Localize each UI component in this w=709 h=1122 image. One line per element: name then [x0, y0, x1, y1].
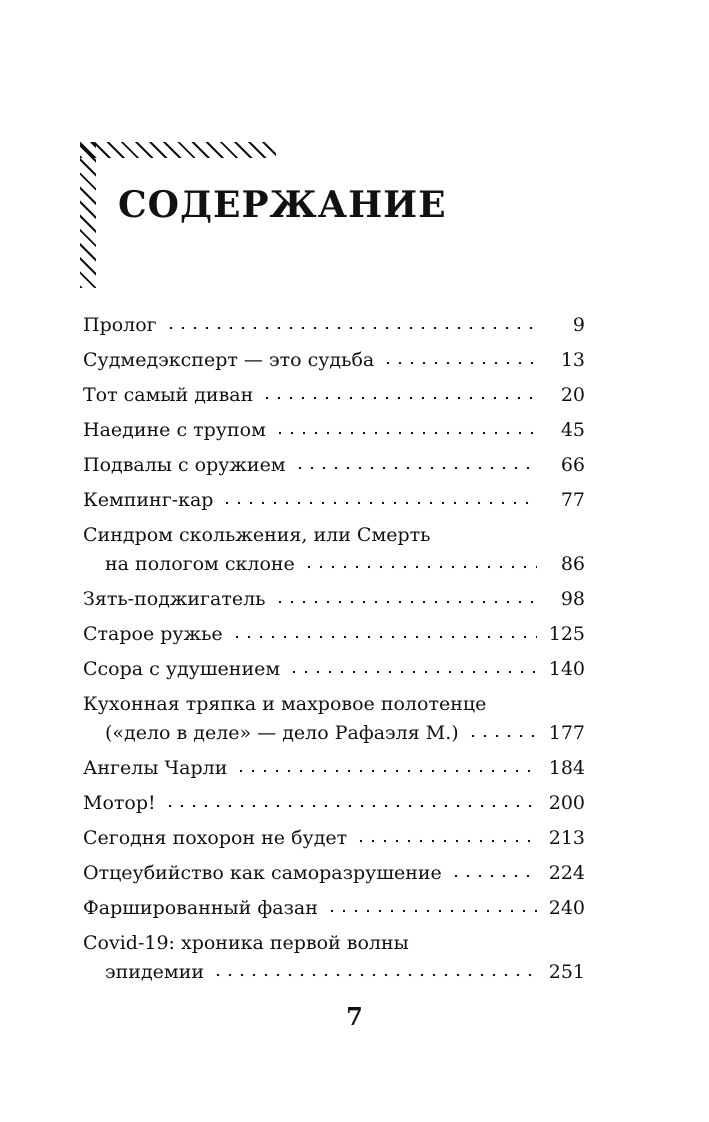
toc-line	[83, 894, 585, 923]
toc-line	[83, 859, 585, 888]
toc-entry	[83, 789, 585, 818]
toc-line	[83, 754, 585, 783]
toc-leader-dots	[382, 348, 537, 366]
toc-leader-dots	[326, 896, 537, 914]
page-number: 7	[346, 1002, 363, 1031]
toc-entry	[83, 655, 585, 684]
toc-line	[83, 550, 585, 579]
toc-leader-dots	[212, 960, 537, 978]
toc-title: на пологом склоне	[105, 553, 295, 575]
toc-leader-dots	[231, 622, 537, 640]
toc-entry	[83, 311, 585, 340]
page-title: СОДЕРЖАНИЕ	[118, 184, 447, 226]
toc-line	[83, 381, 585, 410]
toc-title: Судмедэксперт — это судьба	[83, 349, 375, 371]
table-of-contents	[83, 311, 585, 993]
toc-entry	[83, 346, 585, 375]
toc-entry	[83, 620, 585, 649]
toc-title: Covid-19: хроника первой волны	[83, 932, 409, 954]
toc-leader-dots	[221, 488, 537, 506]
toc-title: Фаршированный фазан	[83, 897, 318, 919]
toc-line	[83, 486, 585, 515]
toc-title: Мотор!	[83, 792, 156, 814]
toc-title: Кухонная тряпка и махровое полотенце	[83, 693, 487, 715]
toc-line	[83, 719, 585, 748]
toc-leader-dots	[274, 418, 537, 436]
toc-title: Сегодня похорон не будет	[83, 827, 348, 849]
toc-line	[83, 929, 585, 958]
toc-page-number: 86	[560, 553, 585, 575]
toc-line	[83, 789, 585, 818]
toc-entry	[83, 585, 585, 614]
toc-line	[83, 585, 585, 614]
decorative-hatch-left	[80, 142, 96, 288]
toc-line	[83, 690, 585, 719]
toc-page-number: 251	[548, 961, 585, 983]
toc-page-number: 177	[548, 722, 585, 744]
toc-page-number: 98	[560, 588, 585, 610]
toc-leader-dots	[294, 453, 537, 471]
toc-page-number: 240	[548, 897, 585, 919]
toc-title: Кемпинг-кар	[83, 489, 214, 511]
toc-title: Синдром скольжения, или Смерть	[83, 524, 431, 546]
toc-leader-dots	[288, 657, 537, 675]
toc-page-number: 77	[560, 489, 585, 511]
toc-page-number: 213	[548, 827, 585, 849]
toc-title: Ссора с удушением	[83, 658, 281, 680]
toc-title: Наедине с трупом	[83, 419, 266, 441]
toc-title: («дело в деле» — дело Рафаэля М.)	[105, 722, 459, 744]
toc-page-number: 224	[548, 862, 585, 884]
toc-page-number: 66	[560, 454, 585, 476]
toc-entry	[83, 859, 585, 888]
toc-title: Отцеубийство как саморазрушение	[83, 862, 442, 884]
toc-entry	[83, 416, 585, 445]
toc-entry	[83, 486, 585, 515]
toc-line	[83, 655, 585, 684]
toc-entry	[83, 451, 585, 480]
toc-leader-dots	[261, 383, 537, 401]
toc-title: Подвалы с оружием	[83, 454, 286, 476]
toc-entry	[83, 690, 585, 748]
toc-title: эпидемии	[105, 961, 205, 983]
toc-line	[83, 451, 585, 480]
toc-line	[83, 958, 585, 987]
toc-entry	[83, 894, 585, 923]
toc-entry	[83, 754, 585, 783]
toc-title: Ангелы Чарли	[83, 757, 228, 779]
toc-line	[83, 346, 585, 375]
toc-page-number: 200	[548, 792, 585, 814]
toc-title: Зять-поджигатель	[83, 588, 266, 610]
toc-page-number: 184	[548, 757, 585, 779]
toc-leader-dots	[165, 313, 537, 331]
toc-entry	[83, 929, 585, 987]
toc-leader-dots	[355, 826, 537, 844]
toc-line	[83, 521, 585, 550]
toc-page-number: 45	[560, 419, 585, 441]
toc-page-number: 125	[548, 623, 585, 645]
toc-leader-dots	[274, 587, 538, 605]
toc-line	[83, 824, 585, 853]
toc-leader-dots	[450, 861, 537, 879]
toc-leader-dots	[303, 552, 537, 570]
toc-title: Тот самый диван	[83, 384, 254, 406]
decorative-hatch-top	[80, 142, 276, 158]
toc-page-number: 9	[572, 314, 585, 336]
toc-entry	[83, 824, 585, 853]
toc-title: Пролог	[83, 314, 157, 336]
toc-line	[83, 416, 585, 445]
toc-leader-dots	[164, 791, 537, 809]
toc-page-number: 20	[560, 384, 585, 406]
toc-entry	[83, 521, 585, 579]
toc-leader-dots	[467, 721, 537, 739]
toc-leader-dots	[235, 756, 537, 774]
toc-line	[83, 620, 585, 649]
toc-entry	[83, 381, 585, 410]
toc-line	[83, 311, 585, 340]
toc-page-number: 140	[548, 658, 585, 680]
toc-title: Старое ружье	[83, 623, 223, 645]
toc-page-number: 13	[560, 349, 585, 371]
